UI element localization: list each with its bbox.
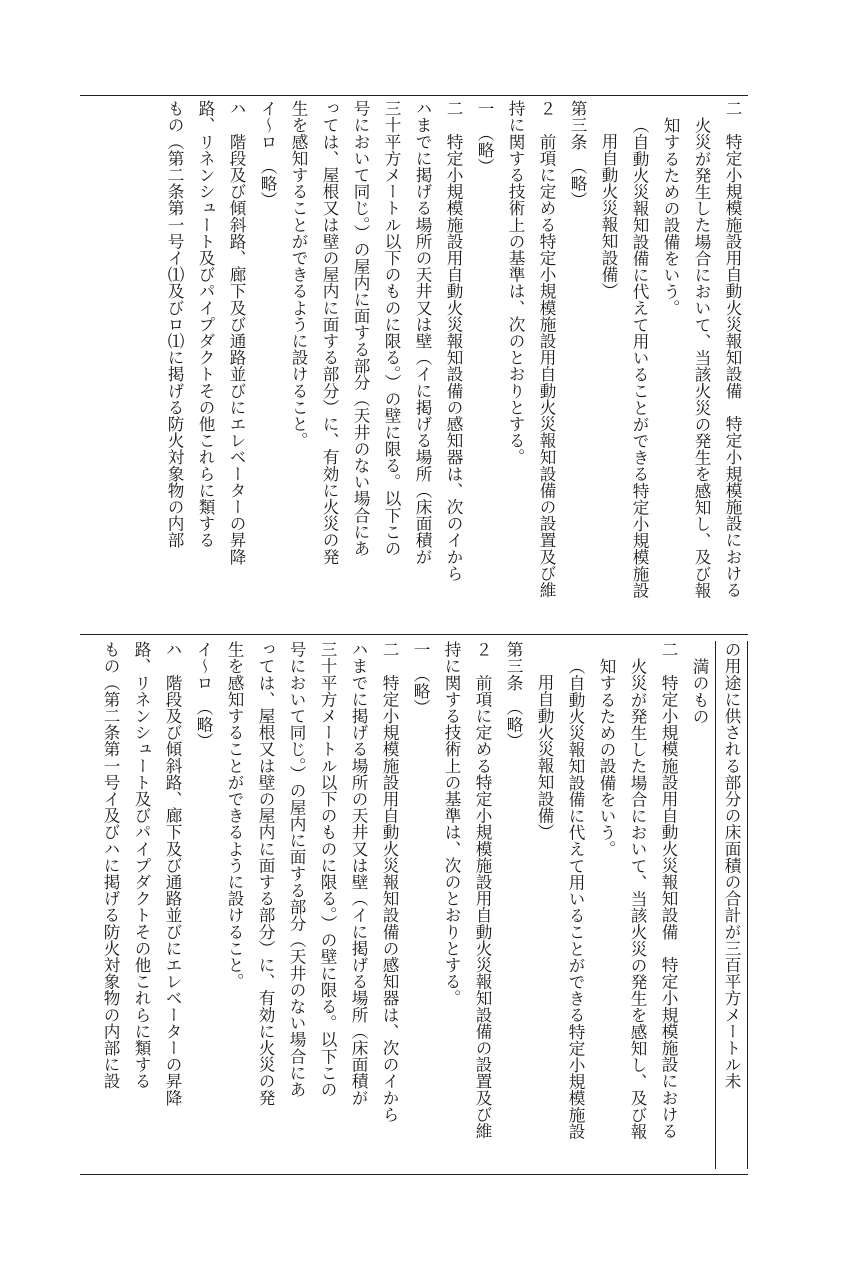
text-line: 号において同じ。）の屋内に面する部分（天井のない場合にあ (287, 641, 306, 1098)
middle-rule (80, 634, 748, 635)
text-line: 持に関する技術上の基準は、次のとおりとする。 (442, 641, 461, 1007)
text-line: 二 特定小規模施設用自動火災報知設備 特定小規模施設における (659, 641, 678, 1139)
text-line: 一 （略） (411, 641, 430, 716)
text-line: 持に関する技術上の基準は、次のとおりとする。 (506, 100, 525, 466)
text-line: もの（第二条第一号イ⑴及びロ⑴に掲げる防火対象物の内部 (165, 100, 184, 549)
text-line: っては、屋根又は壁の屋内に面する部分）に、有効に火災の発 (256, 641, 275, 1106)
lower-text-block (80, 641, 748, 1169)
underlined-text-line: の用途に供される部分の床面積の合計が三百平方メートル未 (716, 641, 748, 1169)
text-line: 火災が発生した場合において、当該火災の発生を感知し、及び報 (628, 657, 647, 1139)
bottom-rule (80, 1174, 748, 1175)
text-line: （自動火災報知設備に代えて用いることができる特定小規模施設 (630, 116, 649, 598)
text-line: 生を感知することができるように設けること。 (289, 100, 308, 449)
text-line: もの（第二条第一号イ及びハに掲げる防火対象物の内部に設 (101, 641, 120, 1090)
text-line: ハまでに掲げる場所の天井又は壁（イに掲げる場所（床面積が (349, 641, 368, 1106)
text-line: ２ 前項に定める特定小規模施設用自動火災報知設備の設置及び維 (537, 100, 556, 598)
text-line: （自動火災報知設備に代えて用いることができる特定小規模施設 (566, 657, 585, 1139)
upper-text-block (80, 100, 748, 628)
text-line: ハ 階段及び傾斜路、廊下及び通路並びにエレベーターの昇降 (163, 641, 182, 1106)
text-line: ２ 前項に定める特定小規模施設用自動火災報知設備の設置及び維 (473, 641, 492, 1139)
text-line: 用自動火災報知設備） (599, 133, 618, 300)
text-line: 第三条 （略） (504, 641, 523, 749)
text-line: イ〜ロ （略） (258, 100, 277, 208)
text-line: 一 （略） (475, 100, 494, 175)
text-line: っては、屋根又は壁の屋内に面する部分）に、有効に火災の発 (320, 100, 339, 565)
text-line: 火災が発生した場合において、当該火災の発生を感知し、及び報 (692, 116, 711, 598)
text-line: 第三条 （略） (568, 100, 587, 208)
text-line: 号において同じ。）の屋内に面する部分（天井のない場合にあ (351, 100, 370, 557)
text-line: 用自動火災報知設備） (535, 674, 554, 841)
text-line: 知するための設備をいう。 (661, 116, 680, 316)
text-line: 二 特定小規模施設用自動火災報知設備 特定小規模施設における (723, 100, 742, 598)
text-line: 二 特定小規模施設用自動火災報知設備の感知器は、次のイから (380, 641, 399, 1123)
text-line: 生を感知することができるように設けること。 (225, 641, 244, 990)
text-line: 三十平方メートル以下のものに限る。）の壁に限る。以下この (318, 641, 337, 1098)
text-line: イ〜ロ （略） (194, 641, 213, 749)
text-line: 路、リネンシュート及びパイプダクトその他これらに類する (132, 641, 151, 1090)
text-line: ハ 階段及び傾斜路、廊下及び通路並びにエレベーターの昇降 (227, 100, 246, 565)
text-line: 三十平方メートル以下のものに限る。）の壁に限る。以下この (382, 100, 401, 557)
text-line: 路、リネンシュート及びパイプダクトその他これらに類する (196, 100, 215, 549)
underlined-text-line: 満のもの (684, 641, 716, 1169)
text-line: ハまでに掲げる場所の天井又は壁（イに掲げる場所（床面積が (413, 100, 432, 565)
text-line: 二 特定小規模施設用自動火災報知設備の感知器は、次のイから (444, 100, 463, 582)
top-rule (80, 95, 748, 96)
text-line: 知するための設備をいう。 (597, 657, 616, 857)
